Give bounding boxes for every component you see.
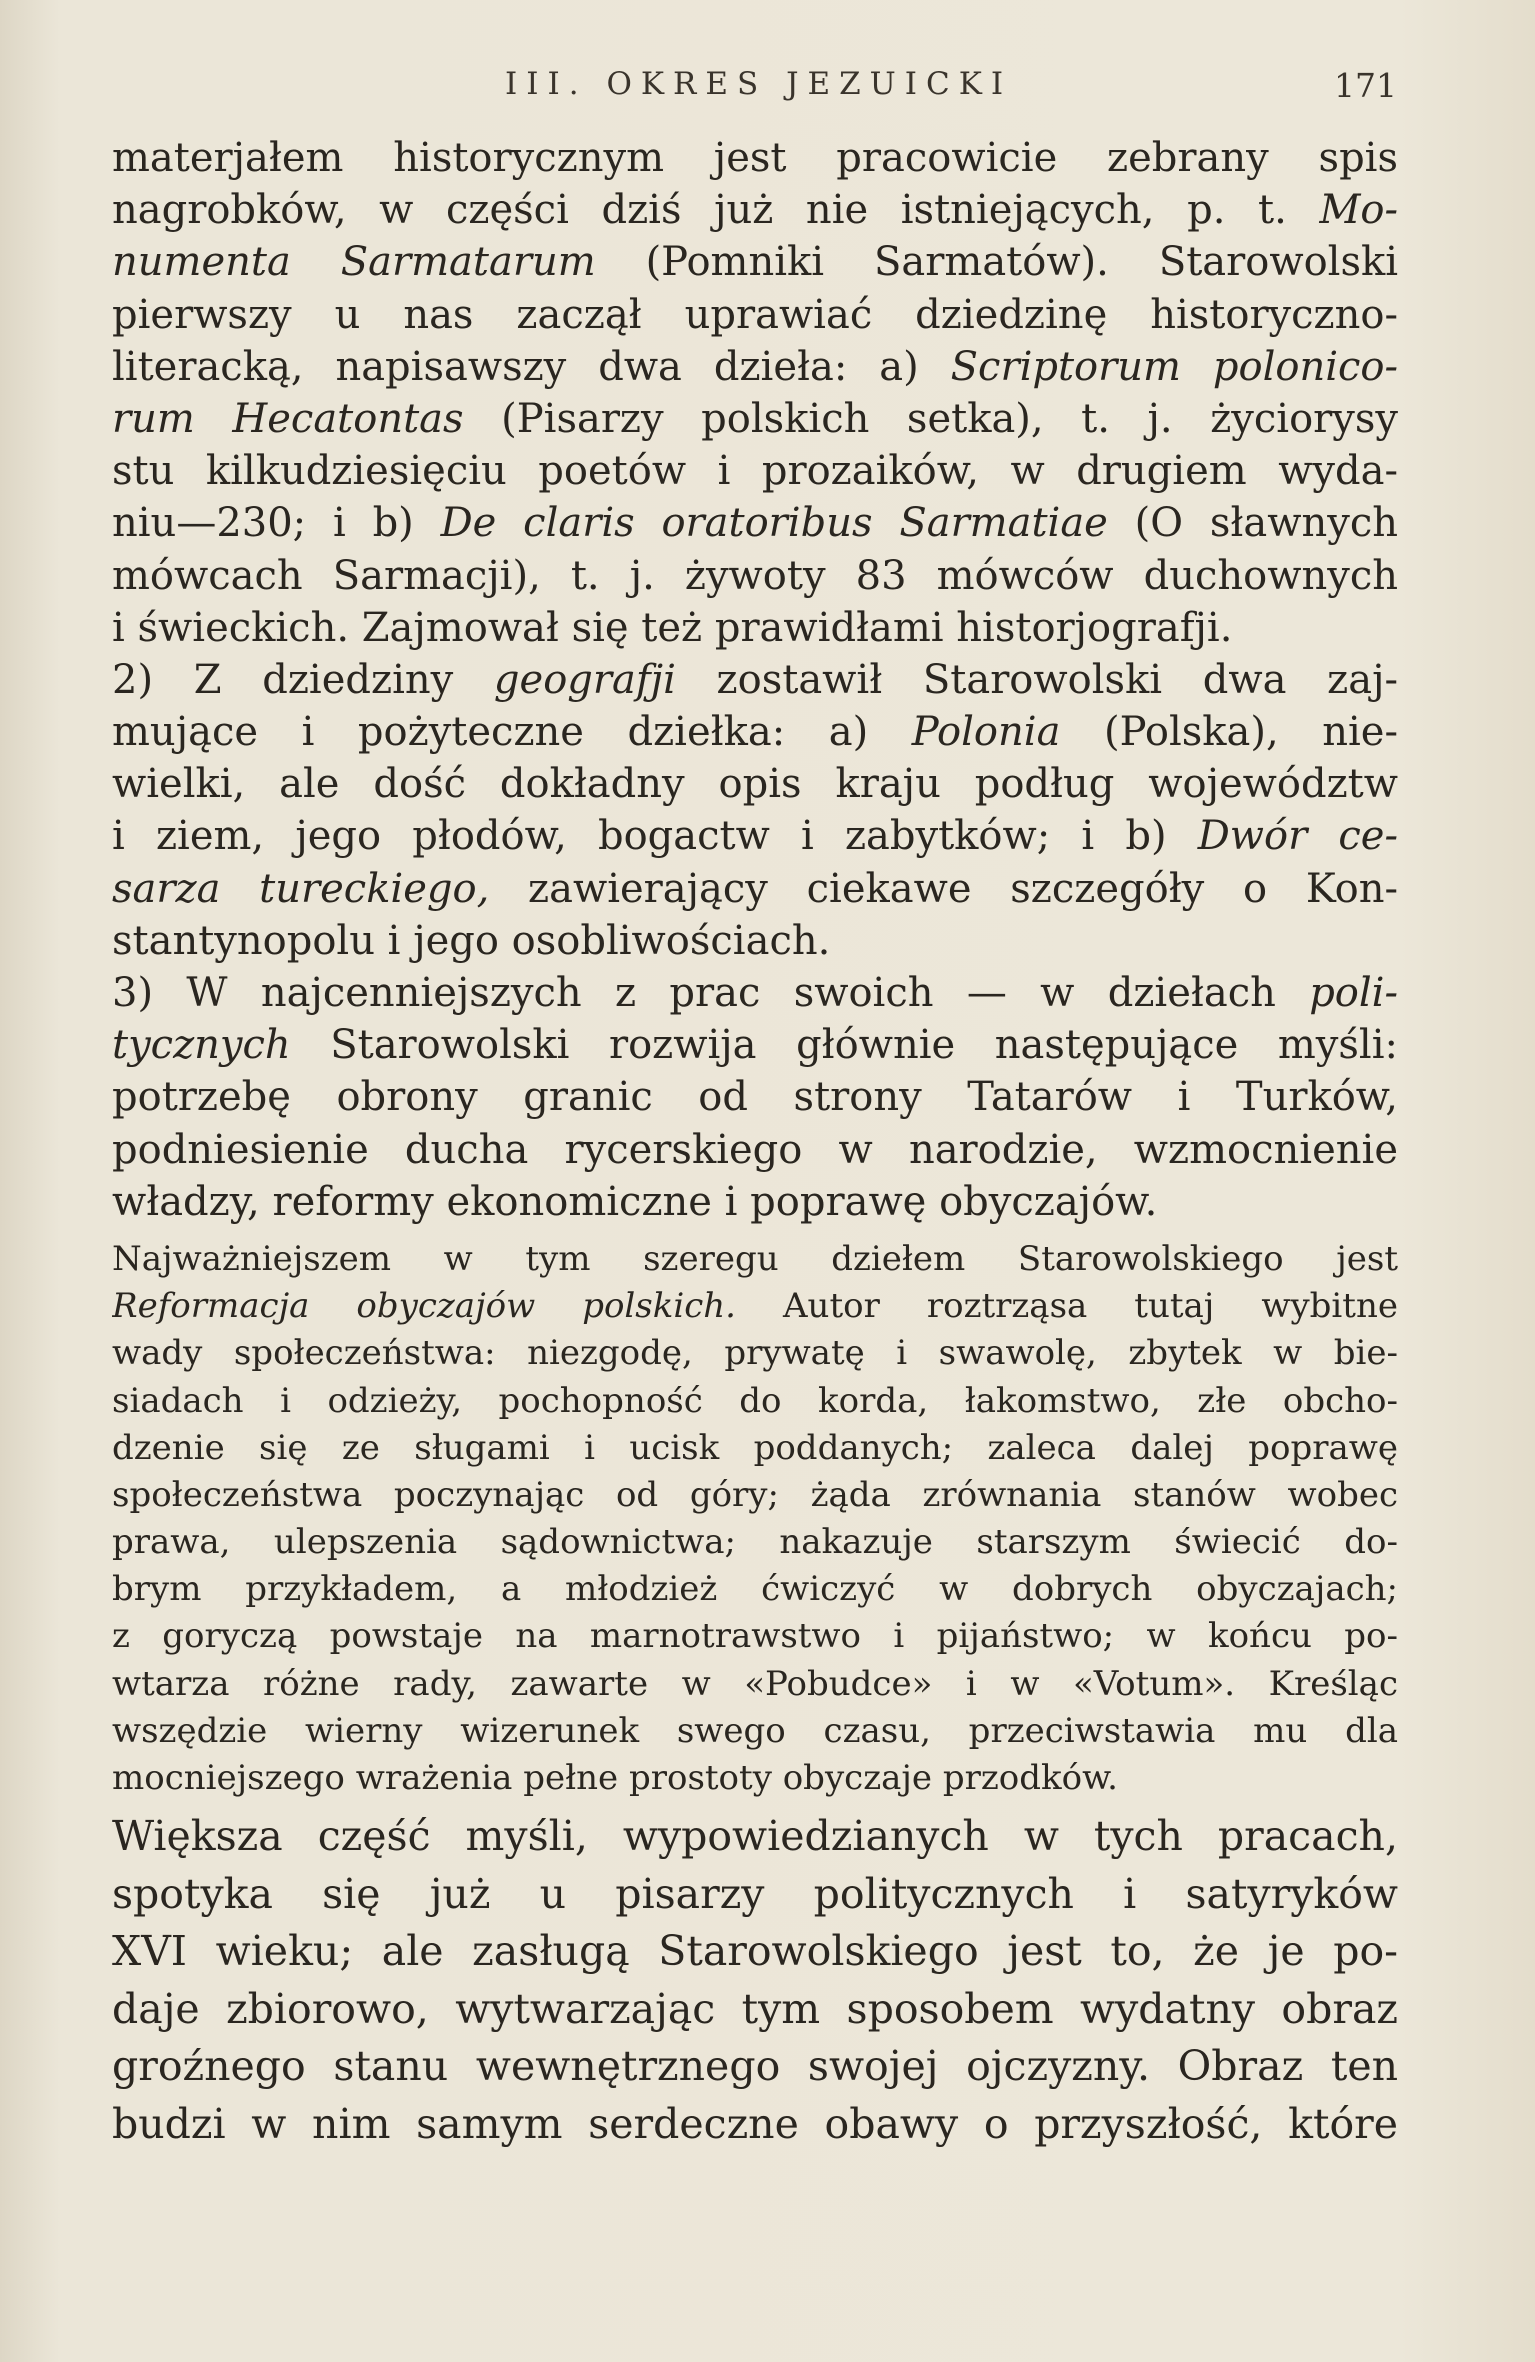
- text-line: [112, 758, 1398, 810]
- text-segment: prawa, ulepszenia sądownictwa; nakazuje starszym świecić do-: [112, 1522, 1398, 1563]
- text-line: [112, 132, 1398, 184]
- italic-title: rum Hecatontas: [112, 395, 464, 442]
- text-segment: zostawił Starowolski dwa zaj-: [675, 656, 1398, 703]
- text-line: [112, 1708, 1398, 1755]
- text-line: [112, 550, 1398, 602]
- text-segment: stantynopolu i jego osobliwościach.: [112, 917, 831, 964]
- text-line: [112, 706, 1398, 758]
- paragraph-summary: [112, 1808, 1398, 2153]
- text-line: [112, 1283, 1398, 1330]
- text-line: [112, 445, 1398, 497]
- running-head: III. OKRES JEZUICKI: [505, 66, 1013, 102]
- text-segment: mówcach Sarmacji), t. j. żywoty 83 mówców duchownych: [112, 552, 1398, 599]
- text-line: [112, 1425, 1398, 1472]
- text-segment: z goryczą powstaje na marnotrawstwo i pijaństwo; w końcu po-: [112, 1616, 1398, 1657]
- text-segment: podniesienie ducha rycerskiego w narodzie, wzmocnienie: [112, 1126, 1398, 1173]
- text-segment: zawierający ciekawe szczegóły o Kon-: [489, 865, 1398, 912]
- text-line: [112, 1236, 1398, 1283]
- text-line: [112, 2038, 1398, 2096]
- text-segment: wtarza różne rady, zawarte w «Pobudce» i w «Votum». Kreśląc: [112, 1663, 1398, 1704]
- text-segment: stu kilkudziesięciu poetów i prozaików, w drugiem wyda-: [112, 448, 1398, 495]
- text-segment: Starowolski rozwija głównie następujące myśli:: [290, 1022, 1398, 1069]
- text-line: [112, 184, 1398, 236]
- text-segment: Autor roztrząsa tutaj wybitne: [735, 1286, 1398, 1327]
- italic-title: numenta Sarmatarum: [112, 239, 596, 286]
- italic-title: Polonia: [911, 709, 1061, 756]
- paragraph-geography: [112, 654, 1398, 967]
- text-segment: materjałem historycznym jest pracowicie zebrany spis: [112, 135, 1398, 181]
- text-segment: siadach i odzieży, pochopność do korda, łakomstwo, złe obcho-: [112, 1380, 1398, 1421]
- italic-title: sarza tureckiego,: [112, 865, 490, 912]
- italic-title: Mo-: [1319, 187, 1398, 234]
- text-line: [112, 654, 1398, 706]
- text-segment: wady społeczeństwa: niezgodę, prywatę i swawolę, zbytek w bie-: [112, 1333, 1398, 1374]
- text-line: [112, 341, 1398, 393]
- text-segment: wszędzie wierny wizerunek swego czasu, przeciwstawia mu dla: [112, 1710, 1398, 1751]
- text-line: [112, 497, 1398, 549]
- paragraph-bibliography: [112, 132, 1398, 654]
- text-segment: 3) W najcenniejszych z prac swoich — w dziełach: [112, 970, 1310, 1016]
- text-segment: literacką, napisawszy dwa dzieła: a): [112, 343, 951, 390]
- text-segment: groźnego stanu wewnętrznego swojej ojczyzny. Obraz ten: [112, 2042, 1398, 2091]
- text-segment: budzi w nim samym serdeczne obawy o przyszłość, które: [112, 2099, 1398, 2148]
- text-line: [112, 1330, 1398, 1377]
- italic-title: geografji: [493, 656, 676, 703]
- text-segment: mujące i pożyteczne dziełka: a): [112, 709, 912, 756]
- text-segment: spotyka się już u pisarzy politycznych i satyryków: [112, 1869, 1398, 1918]
- text-line: [112, 1124, 1398, 1176]
- text-segment: i świeckich. Zajmował się też prawidłami historjografji.: [112, 604, 1233, 651]
- text-segment: daje zbiorowo, wytwarzając tym sposobem wydatny obraz: [112, 1984, 1398, 2033]
- text-segment: (Pomniki Sarmatów). Starowolski: [595, 239, 1398, 286]
- text-segment: 2) Z dziedziny: [112, 656, 494, 703]
- text-segment: brym przykładem, a młodzież ćwiczyć w dobrych obyczajach;: [112, 1569, 1398, 1610]
- text-segment: społeczeństwa poczynając od góry; żąda zrównania stanów wobec: [112, 1474, 1398, 1515]
- text-line: [112, 602, 1398, 654]
- text-segment: i ziem, jego płodów, bogactw i zabytków; i b): [112, 813, 1198, 860]
- text-segment: dzenie się ze sługami i ucisk poddanych; zaleca dalej poprawę: [112, 1427, 1398, 1468]
- page-number: 171: [1334, 66, 1397, 105]
- text-line: [112, 1755, 1398, 1802]
- text-line: [112, 393, 1398, 445]
- text-segment: (Polska), nie-: [1060, 709, 1398, 756]
- text-segment: władzy, reformy ekonomiczne i poprawę obyczajów.: [112, 1178, 1158, 1225]
- text-segment: nagrobków, w części dziś już nie istniejących, p. t.: [112, 187, 1320, 234]
- text-line: [112, 1071, 1398, 1123]
- text-line: [112, 1378, 1398, 1425]
- italic-title: De claris oratoribus Sarmatiae: [440, 500, 1108, 547]
- italic-title: poli-: [1309, 970, 1398, 1016]
- text-segment: wielki, ale dość dokładny opis kraju podług województw: [112, 761, 1398, 808]
- text-line: [112, 810, 1398, 862]
- text-line: [112, 915, 1398, 967]
- text-line: [112, 1519, 1398, 1566]
- body-text: [112, 132, 1398, 2153]
- text-line: [112, 1866, 1398, 1924]
- text-line: [112, 1019, 1398, 1071]
- text-line: [112, 1981, 1398, 2039]
- italic-title: tycznych: [112, 1022, 291, 1069]
- text-line: [112, 967, 1398, 1019]
- text-line: [112, 236, 1398, 288]
- text-segment: (Pisarzy polskich setka), t. j. życiorysy: [463, 395, 1398, 442]
- text-line: [112, 1613, 1398, 1660]
- italic-title: Dwór ce-: [1197, 813, 1398, 860]
- italic-title: Scriptorum polonico-: [950, 343, 1398, 390]
- text-segment: Najważniejszem w tym szeregu dziełem Starowolskiego jest: [112, 1238, 1398, 1279]
- text-segment: (O sławnych: [1107, 500, 1398, 547]
- text-segment: potrzebę obrony granic od strony Tatarów i Turków,: [112, 1074, 1398, 1121]
- text-line: [112, 2096, 1398, 2154]
- text-line: [112, 1566, 1398, 1613]
- text-line: [112, 1176, 1398, 1228]
- text-segment: niu—230; i b): [112, 500, 441, 547]
- text-line: [112, 863, 1398, 915]
- paragraph-political-works: [112, 967, 1398, 1228]
- text-line: [112, 1472, 1398, 1519]
- text-segment: XVI wieku; ale zasługą Starowolskiego jest to, że je po-: [112, 1927, 1398, 1976]
- text-line: [112, 289, 1398, 341]
- text-line: [112, 1923, 1398, 1981]
- text-segment: mocniejszego wrażenia pełne prostoty obyczaje przodków.: [112, 1758, 1118, 1798]
- text-line: [112, 1808, 1398, 1866]
- page-header: [110, 60, 1395, 120]
- text-segment: Większa część myśli, wypowiedzianych w tych pracach,: [112, 1812, 1398, 1861]
- text-segment: pierwszy u nas zaczął uprawiać dziedzinę historyczno-: [112, 291, 1398, 338]
- italic-title: Reformacja obyczajów polskich.: [112, 1286, 736, 1327]
- paragraph-reformacja-small-print: [112, 1236, 1398, 1802]
- text-line: [112, 1661, 1398, 1708]
